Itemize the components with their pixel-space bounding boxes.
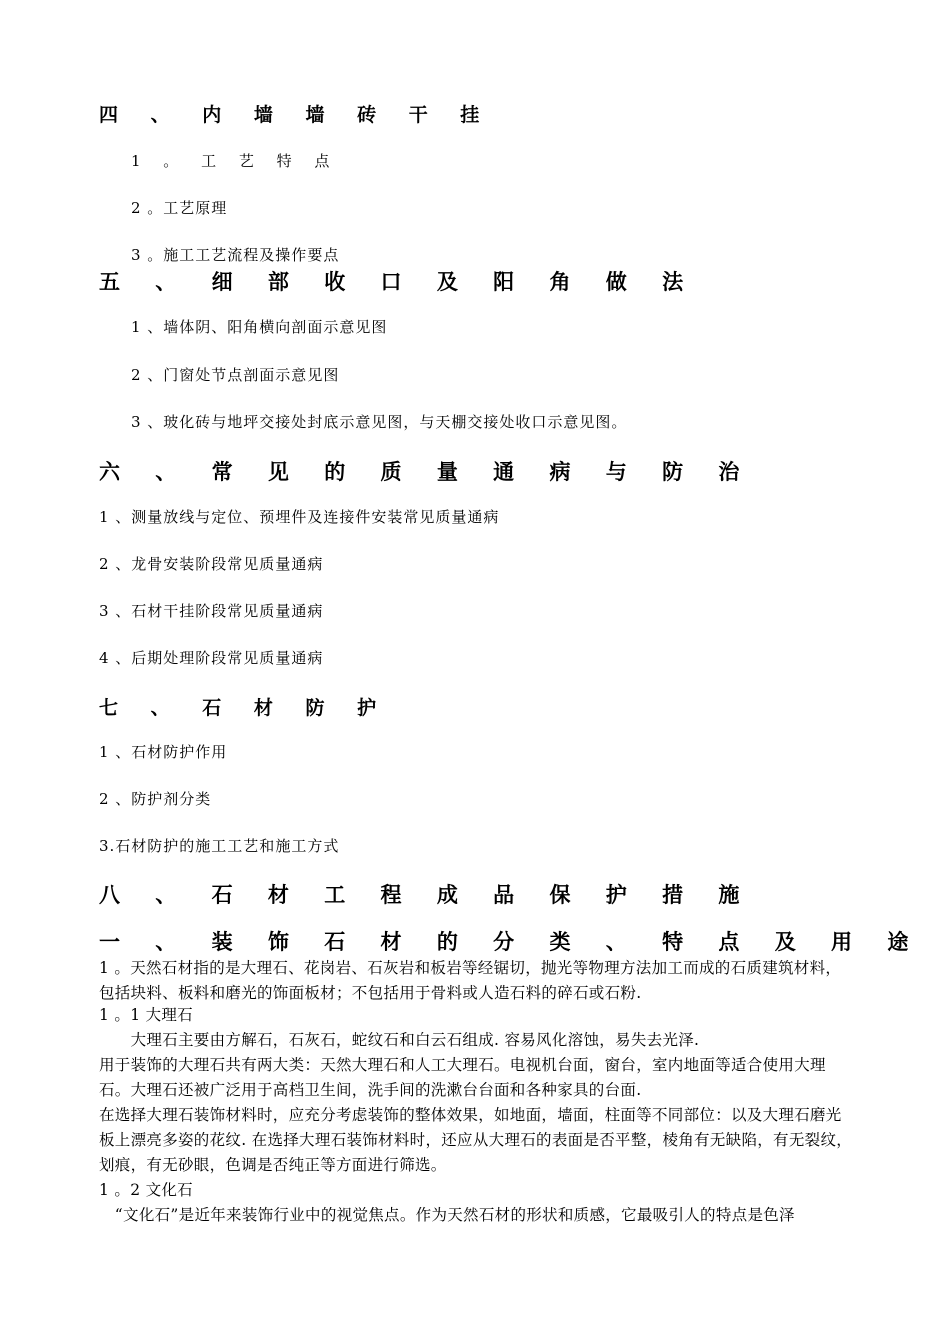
list-item: 1 、墙体阴、阳角横向剖面示意见图 bbox=[131, 318, 388, 336]
list-item: 3 。施工工艺流程及操作要点 bbox=[131, 246, 340, 264]
subheading: 1 。1 大理石 bbox=[99, 1006, 193, 1024]
list-item: 3 、石材干挂阶段常见质量通病 bbox=[99, 602, 324, 620]
list-item: 1 、石材防护作用 bbox=[99, 743, 228, 761]
section-heading-5: 五 、 细 部 收 口 及 阳 角 做 法 bbox=[99, 269, 698, 294]
section-heading-6: 六 、 常 见 的 质 量 通 病 与 防 治 bbox=[99, 459, 754, 484]
paragraph: 用于装饰的大理石共有两大类：天然大理石和人工大理石。电视机台面，窗台，室内地面等适合使用大理石。大理石还被广泛用于高档卫生间，洗手间的洗漱台台面和各种家具的台面. bbox=[99, 1056, 826, 1099]
list-item: 4 、后期处理阶段常见质量通病 bbox=[99, 649, 324, 667]
paragraph: 大理石主要由方解石，石灰石，蛇纹石和白云石组成. 容易风化溶蚀，易失去光泽. bbox=[99, 1031, 700, 1049]
list-item: 2 。工艺原理 bbox=[131, 199, 228, 217]
paragraph: 1 。天然石材指的是大理石、花岗岩、石灰岩和板岩等经锯切，抛光等物理方法加工而成的石质建筑材料，包括块料、板料和磨光的饰面板材；不包括用于骨料或人造石料的碎石或石粉. bbox=[99, 959, 842, 1002]
list-item: 1 、测量放线与定位、预埋件及连接件安装常见质量通病 bbox=[99, 508, 500, 526]
list-item bbox=[131, 150, 338, 171]
list-item: 2 、门窗处节点剖面示意见图 bbox=[131, 366, 340, 384]
list-item: 2 、防护剂分类 bbox=[99, 790, 212, 808]
list-item: 3.石材防护的施工工艺和施工方式 bbox=[99, 837, 340, 855]
section-heading-1: 一 、 装 饰 石 材 的 分 类 、 特 点 及 用 途 bbox=[99, 929, 923, 954]
paragraph: “文化石”是近年来装饰行业中的视觉焦点。作为天然石材的形状和质感，它最吸引人的特点是色泽 bbox=[99, 1206, 795, 1224]
list-item: 3 、玻化砖与地坪交接处封底示意见图，与天棚交接处收口示意见图。 bbox=[131, 413, 628, 431]
paragraph: 在选择大理石装饰材料时，应充分考虑装饰的整体效果，如地面，墙面，柱面等不同部位：以及大理石磨光板上漂亮多姿的花纹. 在选择大理石装饰材料时，还应从大理石的表面是否平整，棱角有无缺陷，有无裂纹，划痕，有无砂眼，色调是否纯正等方面进行筛选。 bbox=[99, 1106, 853, 1174]
list-item-label: 1 。 工 艺 特 点 bbox=[131, 152, 339, 170]
list-item: 2 、龙骨安装阶段常见质量通病 bbox=[99, 555, 324, 573]
subheading: 1 。2 文化石 bbox=[99, 1181, 193, 1199]
section-heading-4: 四 、 内 墙 墙 砖 干 挂 bbox=[99, 104, 493, 126]
section-heading-8: 八 、 石 材 工 程 成 品 保 护 措 施 bbox=[99, 882, 754, 907]
section-heading-7: 七 、 石 材 防 护 bbox=[99, 697, 390, 719]
